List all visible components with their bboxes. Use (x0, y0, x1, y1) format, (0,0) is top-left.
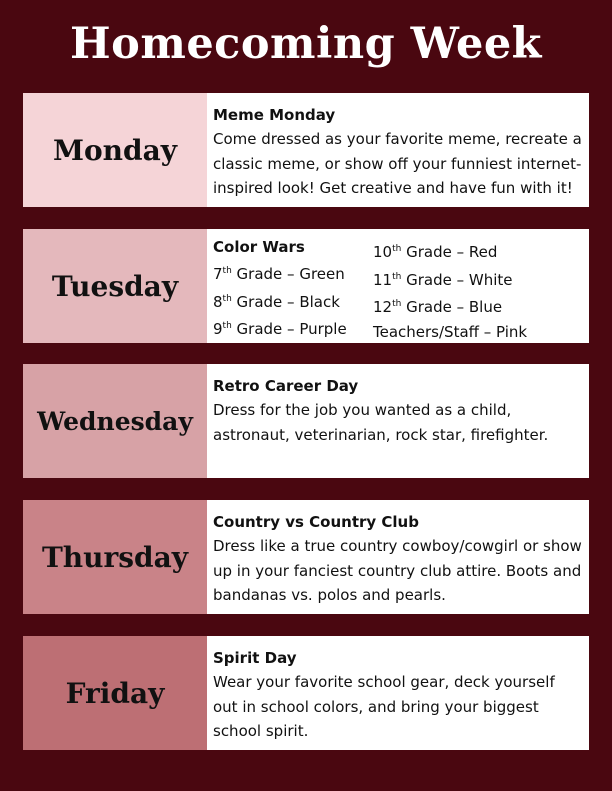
friday-row (23, 636, 589, 750)
monday-content (207, 93, 589, 207)
thursday-content (207, 500, 589, 614)
grade-line: 7th Grade – Green (213, 265, 345, 283)
grade-line: 12th Grade – Blue (373, 298, 503, 316)
event-title-tuesday: Color Wars (213, 238, 305, 256)
grade-line: 11th Grade – White (373, 270, 513, 289)
staff-line: Teachers/Staff – Pink (373, 322, 528, 341)
day-label-friday: Friday (23, 636, 207, 750)
monday-row (23, 93, 589, 207)
event-description-thursday: Dress like a true country cowboy/cowgirl or show up in your fanciest country club attire. Boots and bandanas vs. polos and pearls. (213, 537, 582, 604)
page-title: Homecoming Week (70, 19, 542, 69)
event-description-monday: Come dressed as your favorite meme, recreate a classic meme, or show off your funniest internet-inspired look! Get creative and have fun with it! (213, 130, 582, 197)
tuesday-row (23, 229, 589, 343)
event-description-friday: Wear your favorite school gear, deck yourself out in school colors, and bring your biggest school spirit. (213, 673, 555, 740)
event-title-monday: Meme Monday (213, 106, 336, 124)
grade-line: 9th Grade – Purple (213, 320, 347, 338)
day-label-monday: Monday (23, 93, 207, 207)
day-label-wednesday: Wednesday (23, 364, 207, 478)
event-title-friday: Spirit Day (213, 649, 297, 667)
event-title-thursday: Country vs Country Club (213, 513, 419, 531)
grade-line: 8th Grade – Black (213, 292, 340, 311)
event-title-wednesday: Retro Career Day (213, 377, 359, 395)
day-label-tuesday: Tuesday (23, 229, 207, 343)
day-label-thursday: Thursday (23, 500, 207, 614)
event-description-wednesday: Dress for the job you wanted as a child, astronaut, veterinarian, rock star, firefighter. (213, 401, 549, 444)
wednesday-content (207, 364, 589, 478)
wednesday-row (23, 364, 589, 478)
tuesday-content (207, 229, 589, 343)
grade-column-left (213, 235, 373, 344)
grade-line: 10th Grade – Red (373, 243, 498, 261)
friday-content (207, 636, 589, 750)
thursday-row (23, 500, 589, 614)
grade-column-right (373, 235, 583, 344)
